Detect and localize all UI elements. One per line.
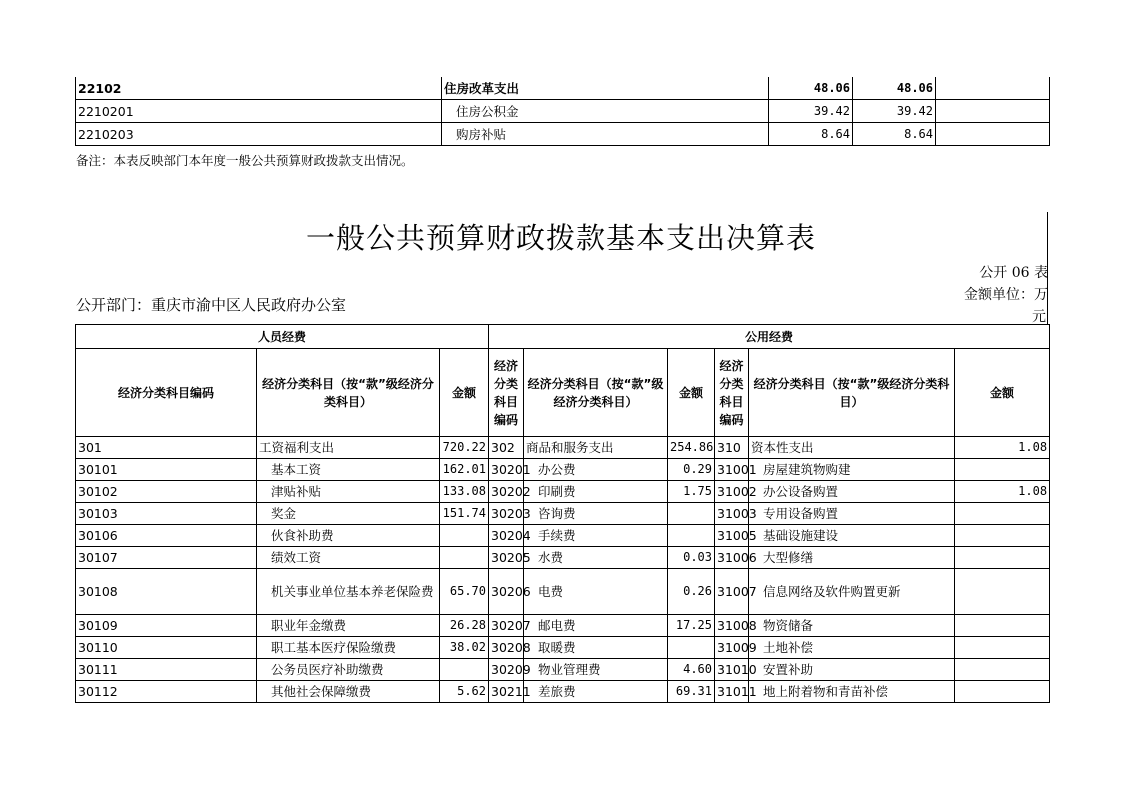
- col-header-goods-code: 经济分类科目编码: [489, 349, 524, 437]
- personnel-amount: 162.01: [440, 459, 489, 481]
- capital-name: 资本性支出: [749, 437, 955, 459]
- row-name: 住房公积金: [442, 100, 769, 123]
- capital-code: 31011: [715, 681, 749, 703]
- row-name: 购房补贴: [442, 123, 769, 146]
- goods-name: 印刷费: [524, 481, 668, 503]
- personnel-name: 基本工资: [257, 459, 440, 481]
- table-row: [76, 681, 1050, 703]
- personnel-code: 30109: [76, 615, 257, 637]
- group-header-public: 公用经费: [489, 325, 1050, 349]
- page-title: 一般公共预算财政拨款基本支出决算表: [305, 221, 816, 255]
- personnel-code: 30107: [76, 547, 257, 569]
- personnel-amount: [440, 547, 489, 569]
- capital-name: 基础设施建设: [749, 525, 955, 547]
- table-row: [76, 123, 1050, 146]
- goods-code: 30205: [489, 547, 524, 569]
- table-number: 公开 06 表: [979, 265, 1048, 281]
- col-header-personnel-code: 经济分类科目编码: [76, 349, 257, 437]
- personnel-amount: 65.70: [440, 569, 489, 615]
- goods-name: 办公费: [524, 459, 668, 481]
- personnel-code: 30102: [76, 481, 257, 503]
- capital-code: 31009: [715, 637, 749, 659]
- personnel-amount: 720.22: [440, 437, 489, 459]
- goods-name: 邮电费: [524, 615, 668, 637]
- row-amount: [936, 100, 1050, 123]
- goods-amount: 1.75: [668, 481, 715, 503]
- personnel-name: 公务员医疗补助缴费: [257, 659, 440, 681]
- capital-code: 31002: [715, 481, 749, 503]
- personnel-name: 奖金: [257, 503, 440, 525]
- table-row: [76, 100, 1050, 123]
- capital-name: 土地补偿: [749, 637, 955, 659]
- row-amount: [936, 123, 1050, 146]
- personnel-amount: [440, 525, 489, 547]
- capital-name: 地上附着物和青苗补偿: [749, 681, 955, 703]
- amount-unit: 金额单位：万: [964, 287, 1048, 303]
- row-amount: 48.06: [769, 77, 853, 100]
- table-row: [76, 547, 1050, 569]
- capital-amount: [955, 659, 1050, 681]
- table-row: [76, 637, 1050, 659]
- goods-amount: [668, 525, 715, 547]
- goods-code: 30203: [489, 503, 524, 525]
- personnel-code: 30108: [76, 569, 257, 615]
- table-row: [76, 481, 1050, 503]
- previous-table-continuation: [75, 77, 1050, 146]
- personnel-amount: 5.62: [440, 681, 489, 703]
- capital-amount: [955, 525, 1050, 547]
- col-header-capital-name: 经济分类科目（按“款”级经济分类科目）: [749, 349, 955, 437]
- row-code: 2210203: [76, 123, 442, 146]
- row-amount: 8.64: [853, 123, 936, 146]
- personnel-name: 职业年金缴费: [257, 615, 440, 637]
- capital-amount: [955, 459, 1050, 481]
- table-row: [76, 615, 1050, 637]
- goods-amount: [668, 637, 715, 659]
- goods-amount: [668, 503, 715, 525]
- goods-amount: 0.26: [668, 569, 715, 615]
- goods-code: 30208: [489, 637, 524, 659]
- table-row: [76, 569, 1050, 615]
- goods-code: 30204: [489, 525, 524, 547]
- row-amount: 8.64: [769, 123, 853, 146]
- table-row: [76, 503, 1050, 525]
- goods-code: 302: [489, 437, 524, 459]
- personnel-name: 其他社会保障缴费: [257, 681, 440, 703]
- goods-code: 30211: [489, 681, 524, 703]
- table-row: [76, 659, 1050, 681]
- capital-name: 房屋建筑物购建: [749, 459, 955, 481]
- capital-amount: 1.08: [955, 481, 1050, 503]
- col-header-goods-amount: 金额: [668, 349, 715, 437]
- personnel-code: 30112: [76, 681, 257, 703]
- personnel-name: 津贴补贴: [257, 481, 440, 503]
- goods-name: 电费: [524, 569, 668, 615]
- goods-amount: 0.29: [668, 459, 715, 481]
- table-row: [76, 437, 1050, 459]
- personnel-code: 30110: [76, 637, 257, 659]
- row-code: 2210201: [76, 100, 442, 123]
- capital-amount: [955, 681, 1050, 703]
- capital-amount: [955, 615, 1050, 637]
- personnel-amount: [440, 659, 489, 681]
- row-amount: 39.42: [769, 100, 853, 123]
- goods-amount: 69.31: [668, 681, 715, 703]
- personnel-code: 30103: [76, 503, 257, 525]
- department-label: 公开部门：重庆市渝中区人民政府办公室: [76, 296, 347, 314]
- goods-name: 取暖费: [524, 637, 668, 659]
- col-header-capital-amount: 金额: [955, 349, 1050, 437]
- personnel-amount: 133.08: [440, 481, 489, 503]
- goods-amount: 0.03: [668, 547, 715, 569]
- personnel-name: 机关事业单位基本养老保险费: [257, 569, 440, 615]
- capital-code: 31010: [715, 659, 749, 681]
- personnel-code: 30106: [76, 525, 257, 547]
- personnel-code: 30111: [76, 659, 257, 681]
- personnel-name: 工资福利支出: [257, 437, 440, 459]
- table-row: [76, 525, 1050, 547]
- capital-amount: 1.08: [955, 437, 1050, 459]
- capital-code: 31003: [715, 503, 749, 525]
- goods-amount: 4.60: [668, 659, 715, 681]
- table-note: 备注：本表反映部门本年度一般公共预算财政拨款支出情况。: [76, 153, 414, 168]
- group-header-personnel: 人员经费: [76, 325, 489, 349]
- capital-code: 310: [715, 437, 749, 459]
- col-header-personnel-amount: 金额: [440, 349, 489, 437]
- goods-code: 30209: [489, 659, 524, 681]
- row-code: 22102: [76, 77, 442, 100]
- capital-name: 大型修缮: [749, 547, 955, 569]
- capital-amount: [955, 569, 1050, 615]
- capital-name: 办公设备购置: [749, 481, 955, 503]
- basic-expenditure-table: [75, 324, 1050, 703]
- row-amount: [936, 77, 1050, 100]
- table-row: [76, 459, 1050, 481]
- goods-amount: 17.25: [668, 615, 715, 637]
- capital-name: 信息网络及软件购置更新: [749, 569, 955, 615]
- capital-name: 物资储备: [749, 615, 955, 637]
- personnel-amount: 26.28: [440, 615, 489, 637]
- personnel-name: 绩效工资: [257, 547, 440, 569]
- goods-code: 30207: [489, 615, 524, 637]
- col-header-personnel-name: 经济分类科目（按“款”级经济分类科目）: [257, 349, 440, 437]
- goods-code: 30202: [489, 481, 524, 503]
- capital-code: 31008: [715, 615, 749, 637]
- col-header-goods-name: 经济分类科目（按“款”级经济分类科目）: [524, 349, 668, 437]
- personnel-name: 伙食补助费: [257, 525, 440, 547]
- goods-amount: 254.86: [668, 437, 715, 459]
- capital-code: 31006: [715, 547, 749, 569]
- goods-name: 咨询费: [524, 503, 668, 525]
- personnel-amount: 151.74: [440, 503, 489, 525]
- personnel-code: 301: [76, 437, 257, 459]
- col-header-capital-code: 经济分类科目编码: [715, 349, 749, 437]
- capital-code: 31007: [715, 569, 749, 615]
- capital-name: 专用设备购置: [749, 503, 955, 525]
- personnel-code: 30101: [76, 459, 257, 481]
- capital-code: 31005: [715, 525, 749, 547]
- row-amount: 39.42: [853, 100, 936, 123]
- goods-code: 30206: [489, 569, 524, 615]
- capital-name: 安置补助: [749, 659, 955, 681]
- capital-amount: [955, 547, 1050, 569]
- row-name: 住房改革支出: [442, 77, 769, 100]
- capital-amount: [955, 503, 1050, 525]
- goods-name: 差旅费: [524, 681, 668, 703]
- capital-amount: [955, 637, 1050, 659]
- personnel-name: 职工基本医疗保险缴费: [257, 637, 440, 659]
- goods-name: 物业管理费: [524, 659, 668, 681]
- capital-code: 31001: [715, 459, 749, 481]
- row-amount: 48.06: [853, 77, 936, 100]
- table-row: [76, 77, 1050, 100]
- goods-code: 30201: [489, 459, 524, 481]
- goods-name: 手续费: [524, 525, 668, 547]
- personnel-amount: 38.02: [440, 637, 489, 659]
- amount-unit-tail: 元: [1032, 309, 1046, 325]
- goods-name: 水费: [524, 547, 668, 569]
- goods-name: 商品和服务支出: [524, 437, 668, 459]
